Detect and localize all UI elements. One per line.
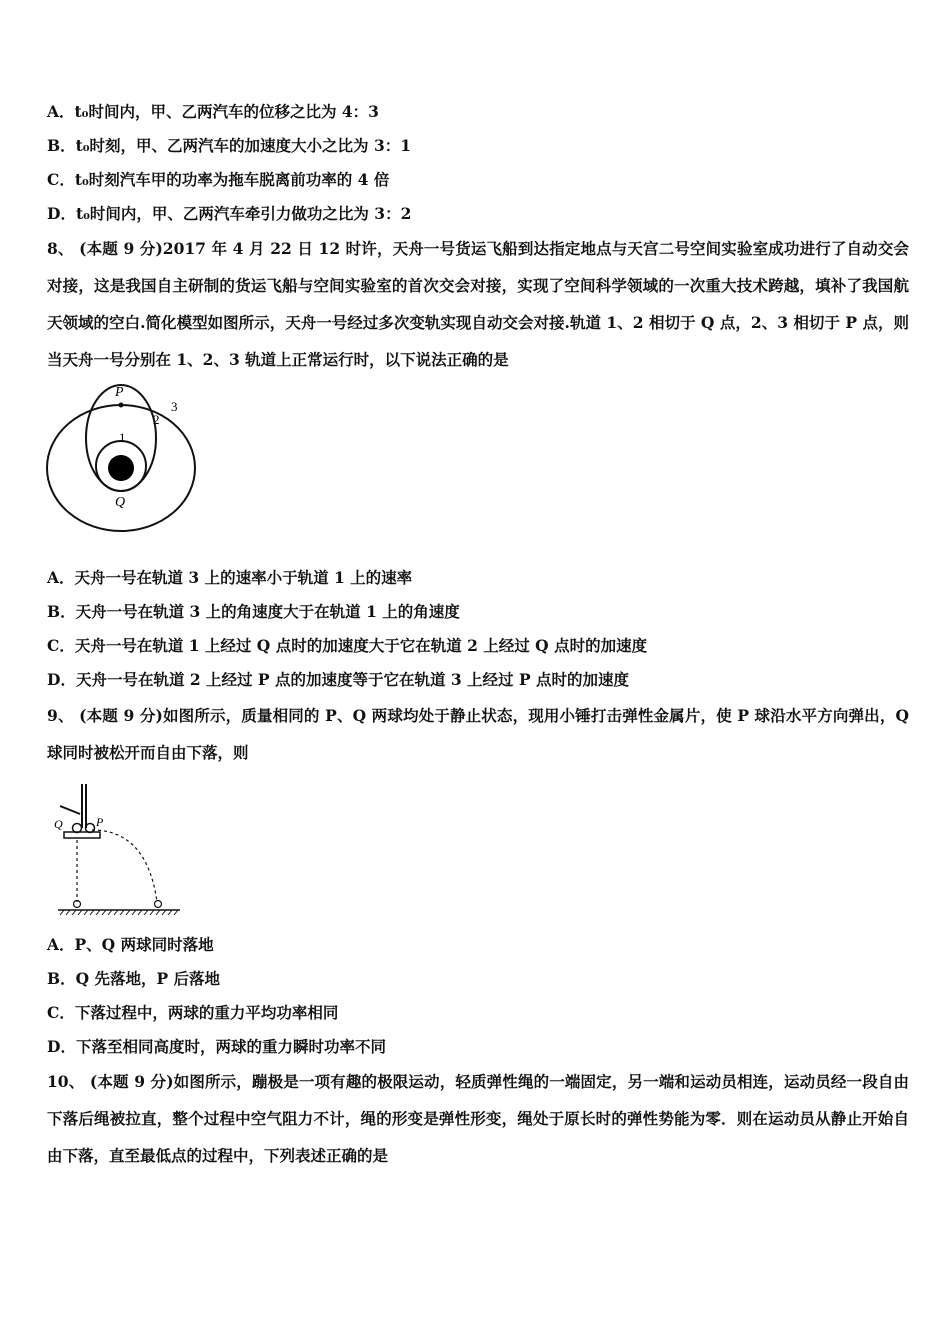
q7-option-c: C．t₀时刻汽车甲的功率为拖车脱离前功率的 4 倍 — [47, 170, 390, 189]
label-p: P — [96, 815, 104, 829]
q9-option-a: A．P、Q 两球同时落地 — [47, 935, 214, 954]
label-orbit-3: 3 — [171, 399, 178, 414]
q8-option-c: C．天舟一号在轨道 1 上经过 Q 点时的加速度大于它在轨道 2 上经过 Q 点时的加速度 — [47, 636, 648, 655]
label-orbit-1: 1 — [119, 430, 126, 445]
orbit-diagram — [45, 380, 205, 540]
stand — [64, 832, 100, 838]
q8-option-d: D．天舟一号在轨道 2 上经过 P 点的加速度等于它在轨道 3 上经过 P 点时的加速度 — [47, 670, 629, 689]
q9-option-d: D．下落至相同高度时，两球的重力瞬时功率不同 — [47, 1037, 386, 1056]
falling-balls-diagram — [52, 780, 184, 920]
label-p: P — [115, 385, 124, 400]
q8-option-a: A．天舟一号在轨道 3 上的速率小于轨道 1 上的速率 — [47, 568, 413, 587]
q9-option-c: C．下落过程中，两球的重力平均功率相同 — [47, 1003, 339, 1022]
q7-option-b: B．t₀时刻，甲、乙两汽车的加速度大小之比为 3：1 — [47, 136, 412, 155]
ball-q — [73, 824, 82, 833]
q8-stem: 8、 (本题 9 分)2017 年 4 月 22 日 12 时许，天舟一号货运飞船到达指定地点与天宫二号空间实验室成功进行了自动交会对接，这是我国自主研制的货运飞船与空间实验室的首次交会对接，实现了空间科学领域的一次重大技术跨越，填补了我国航天领域的空白.简化模型如图所示，天舟一号经过多次变轨实现自动交会对接.轨道 1、2 相切于 Q 点，2、3 相切于 P 点，则当天舟一号分别在 1、2、3 轨道上正常运行时，以下说法正确的是 — [47, 239, 909, 369]
q10-stem: 10、 (本题 9 分)如图所示，蹦极是一项有趣的极限运动，轻质弹性绳的一端固定，另一端和运动员相连，运动员经一段自由下落后绳被拉直，整个过程中空气阻力不计，绳的形变是弹性形变，绳处于原长时的弹性势能为零．则在运动员从静止开始自由下落，直至最低点的过程中，下列表述正确的是 — [47, 1072, 909, 1165]
hammer — [60, 806, 80, 814]
q8-option-b: B．天舟一号在轨道 3 上的角速度大于在轨道 1 上的角速度 — [47, 602, 460, 621]
planet — [108, 455, 134, 481]
label-orbit-2: 2 — [153, 412, 160, 427]
q9-stem: 9、 (本题 9 分)如图所示，质量相同的 P、Q 两球均处于静止状态，现用小锤打击弹性金属片，使 P 球沿水平方向弹出，Q 球同时被松开而自由下落，则 — [47, 706, 909, 762]
p-path — [92, 830, 157, 902]
q7-option-d: D．t₀时间内，甲、乙两汽车牵引力做功之比为 3：2 — [47, 204, 412, 223]
q7-option-a: A．t₀时间内，甲、乙两汽车的位移之比为 4：3 — [47, 102, 379, 121]
point-p — [119, 403, 124, 408]
label-q: Q — [54, 817, 63, 831]
label-q: Q — [115, 495, 126, 510]
q9-option-b: B．Q 先落地，P 后落地 — [47, 969, 221, 988]
